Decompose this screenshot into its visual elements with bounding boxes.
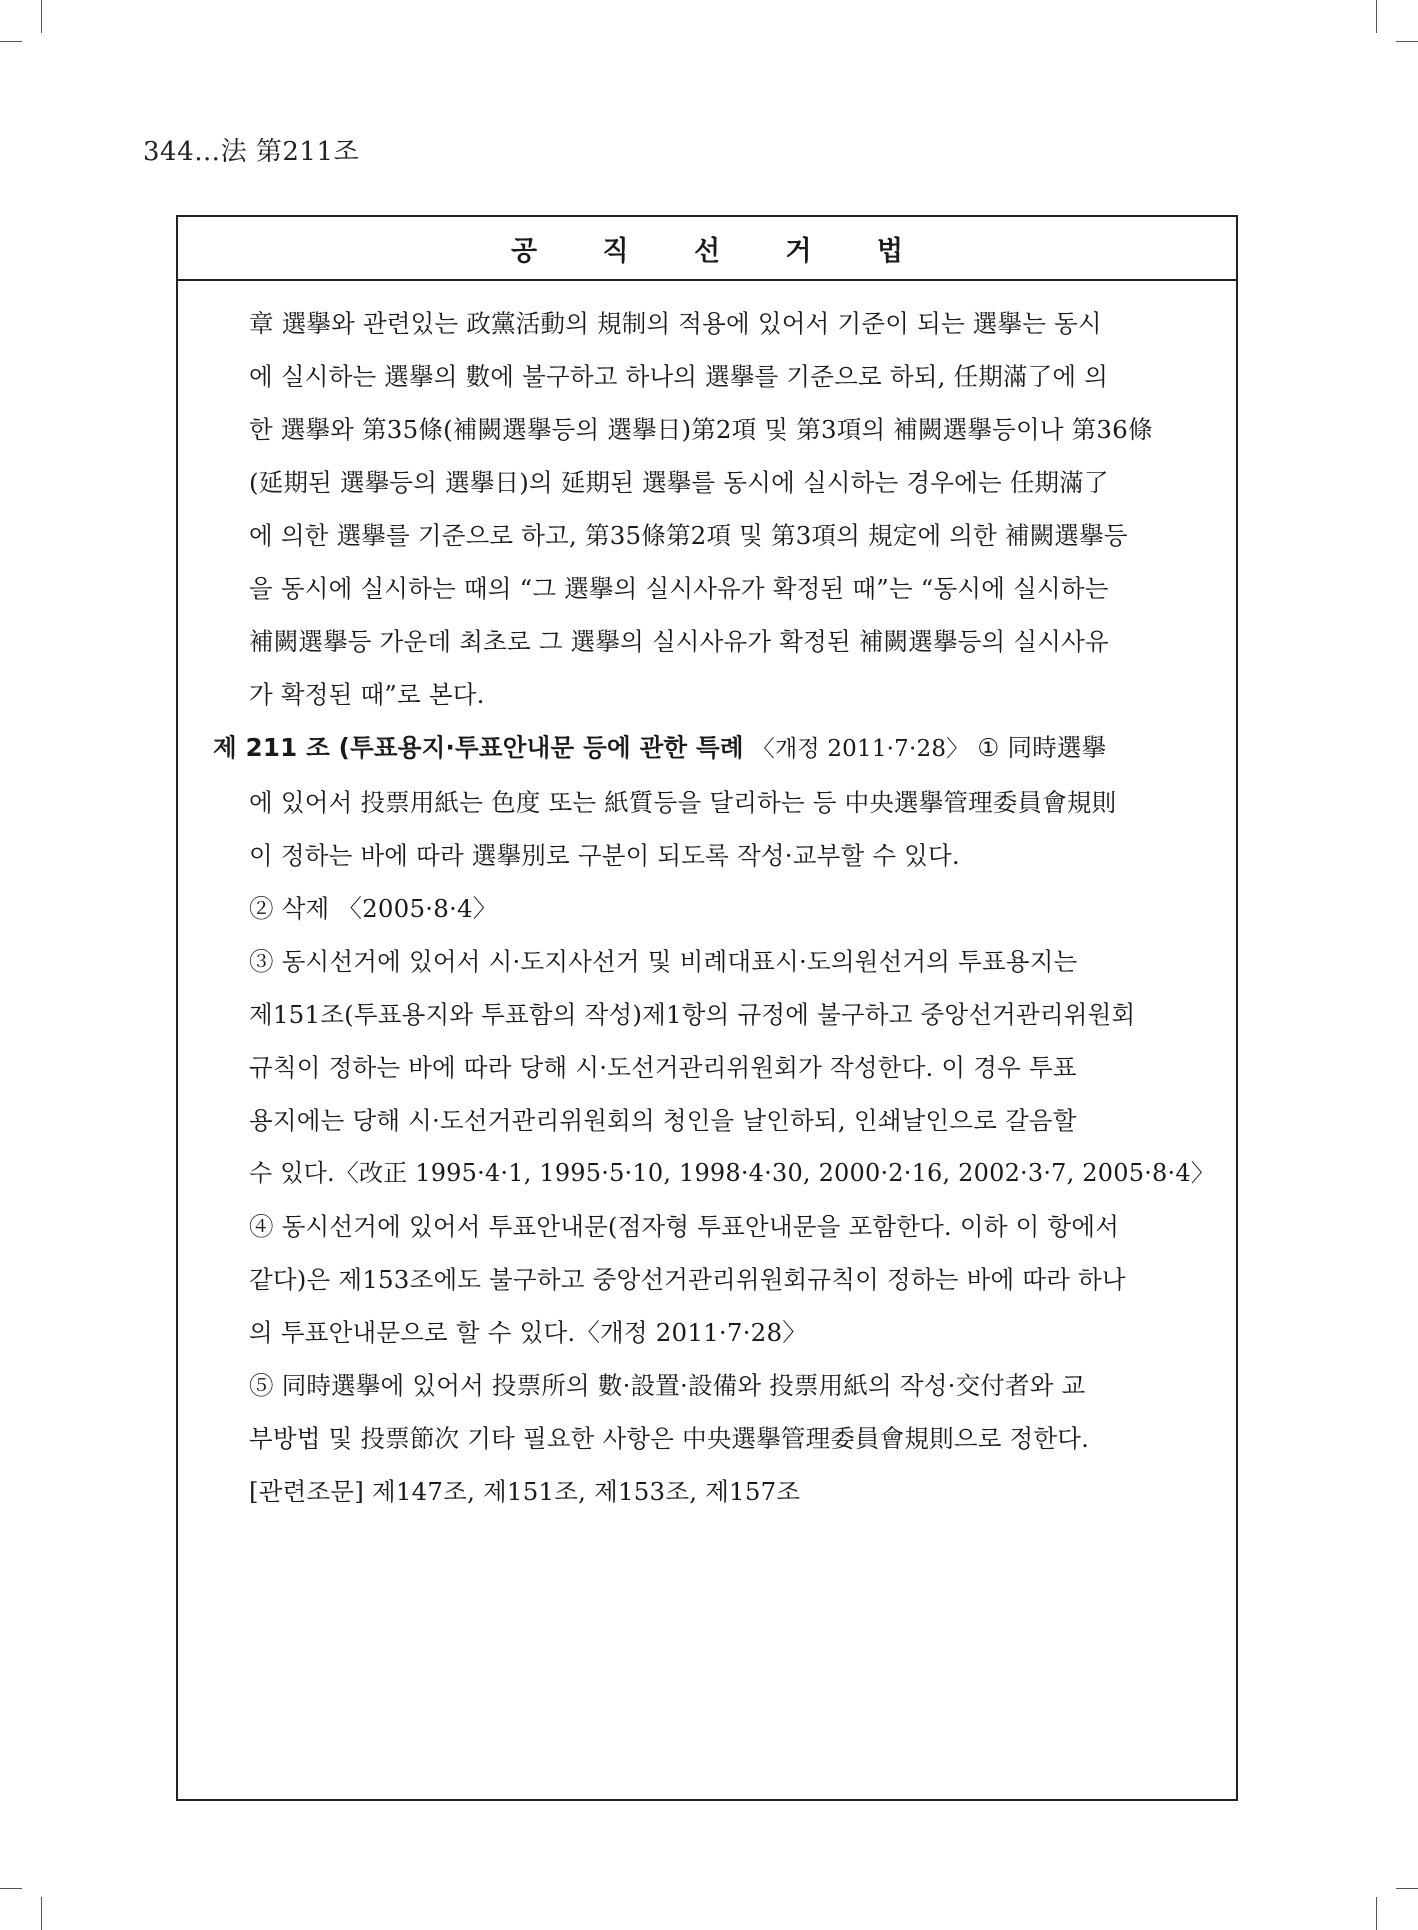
crop-mark-top-right-h: [1396, 41, 1418, 42]
paragraph-4-line: 같다)은 제153조에도 불구하고 중앙선거관리위원회규칙이 정하는 바에 따라 하나: [249, 1265, 1126, 1294]
paragraph-3-line: ③ 동시선거에 있어서 시·도지사선거 및 비례대표시·도의원선거의 투표용지는: [249, 947, 1078, 976]
paragraph-4-line: 의 투표안내문으로 할 수 있다.〈개정 2011·7·28〉: [249, 1318, 807, 1347]
crop-mark-top-right: [1376, 0, 1377, 33]
paragraph-1-start: ① 同時選擧: [969, 733, 1107, 762]
running-head: 344…法 第211조: [143, 137, 360, 167]
box-title: 공 직 선 거 법: [510, 235, 931, 267]
article-heading: 제 211 조 (투표용지·투표안내문 등에 관한 특례: [213, 733, 744, 762]
crop-mark-top-left-h: [0, 41, 22, 42]
continuation-line: 한 選擧와 第35條(補闕選擧등의 選擧日)第2項 및 第3項의 補闕選擧등이나 第36條: [249, 415, 1153, 444]
crop-mark-bottom-left-h: [0, 1888, 22, 1889]
law-text-box: [176, 215, 1238, 1801]
paragraph-4-line: ④ 동시선거에 있어서 투표안내문(점자형 투표안내문을 포함한다. 이하 이 항에서: [249, 1212, 1120, 1241]
crop-mark-bottom-right-h: [1396, 1888, 1418, 1889]
crop-mark-top-left: [41, 0, 42, 33]
paragraph-5-line: ⑤ 同時選擧에 있어서 投票所의 數·設置·設備와 投票用紙의 작성·交付者와 교: [249, 1371, 1086, 1400]
paragraph-1-line: 이 정하는 바에 따라 選擧別로 구분이 되도록 작성·교부할 수 있다.: [249, 841, 960, 870]
crop-mark-bottom-right: [1376, 1897, 1377, 1930]
paragraph-5-line: 부방법 및 投票節次 기타 필요한 사항은 中央選擧管理委員會規則으로 정한다.: [249, 1424, 1090, 1453]
paragraph-3-line: 규칙이 정하는 바에 따라 당해 시·도선거관리위원회가 작성한다. 이 경우 투표: [249, 1053, 1077, 1082]
article-211-first-line: [196, 721, 1216, 776]
continuation-line: 에 의한 選擧를 기준으로 하고, 第35條第2項 및 第3項의 規定에 의한 補闕選擧등: [249, 521, 1128, 550]
paragraph-2: ② 삭제 〈2005·8·4〉: [249, 894, 498, 923]
paragraph-1-line: 에 있어서 投票用紙는 色度 또는 紙質등을 달리하는 등 中央選擧管理委員會規則: [249, 788, 1117, 817]
paragraph-3-line: 제151조(투표용지와 투표함의 작성)제1항의 규정에 불구하고 중앙선거관리위원회: [249, 1000, 1136, 1029]
box-title-bar: [178, 217, 1236, 281]
paragraph-3-line: 용지에는 당해 시·도선거관리위원회의 청인을 날인하되, 인쇄날인으로 갈음할: [249, 1106, 1077, 1135]
crop-mark-bottom-left: [41, 1897, 42, 1930]
paragraph-3-line: 수 있다.〈改正 1995·4·1, 1995·5·10, 1998·4·30, 2000·2·16, 2002·3·7, 2005·8·4〉: [249, 1159, 1215, 1187]
continuation-line: 에 실시하는 選擧의 數에 불구하고 하나의 選擧를 기준으로 하되, 任期滿了에 의: [249, 362, 1109, 391]
continuation-line: 을 동시에 실시하는 때의 “그 選擧의 실시사유가 확정된 때”는 “동시에 실시하는: [249, 574, 1109, 603]
box-body: [178, 281, 1236, 1518]
related-articles: [관련조문] 제147조, 제151조, 제153조, 제157조: [249, 1477, 801, 1506]
continuation-line: (延期된 選擧등의 選擧日)의 延期된 選擧를 동시에 실시하는 경우에는 任期滿了: [249, 468, 1109, 497]
continuation-line: 가 확정된 때”로 본다.: [249, 680, 485, 709]
continuation-line: 章 選擧와 관련있는 政黨活動의 規制의 적용에 있어서 기준이 되는 選擧는 동시: [249, 309, 1102, 338]
continuation-line: 補闕選擧등 가운데 최초로 그 選擧의 실시사유가 확정된 補闕選擧등의 실시사유: [249, 627, 1109, 656]
article-amendment-note: 〈개정 2011·7·28〉: [751, 736, 970, 762]
